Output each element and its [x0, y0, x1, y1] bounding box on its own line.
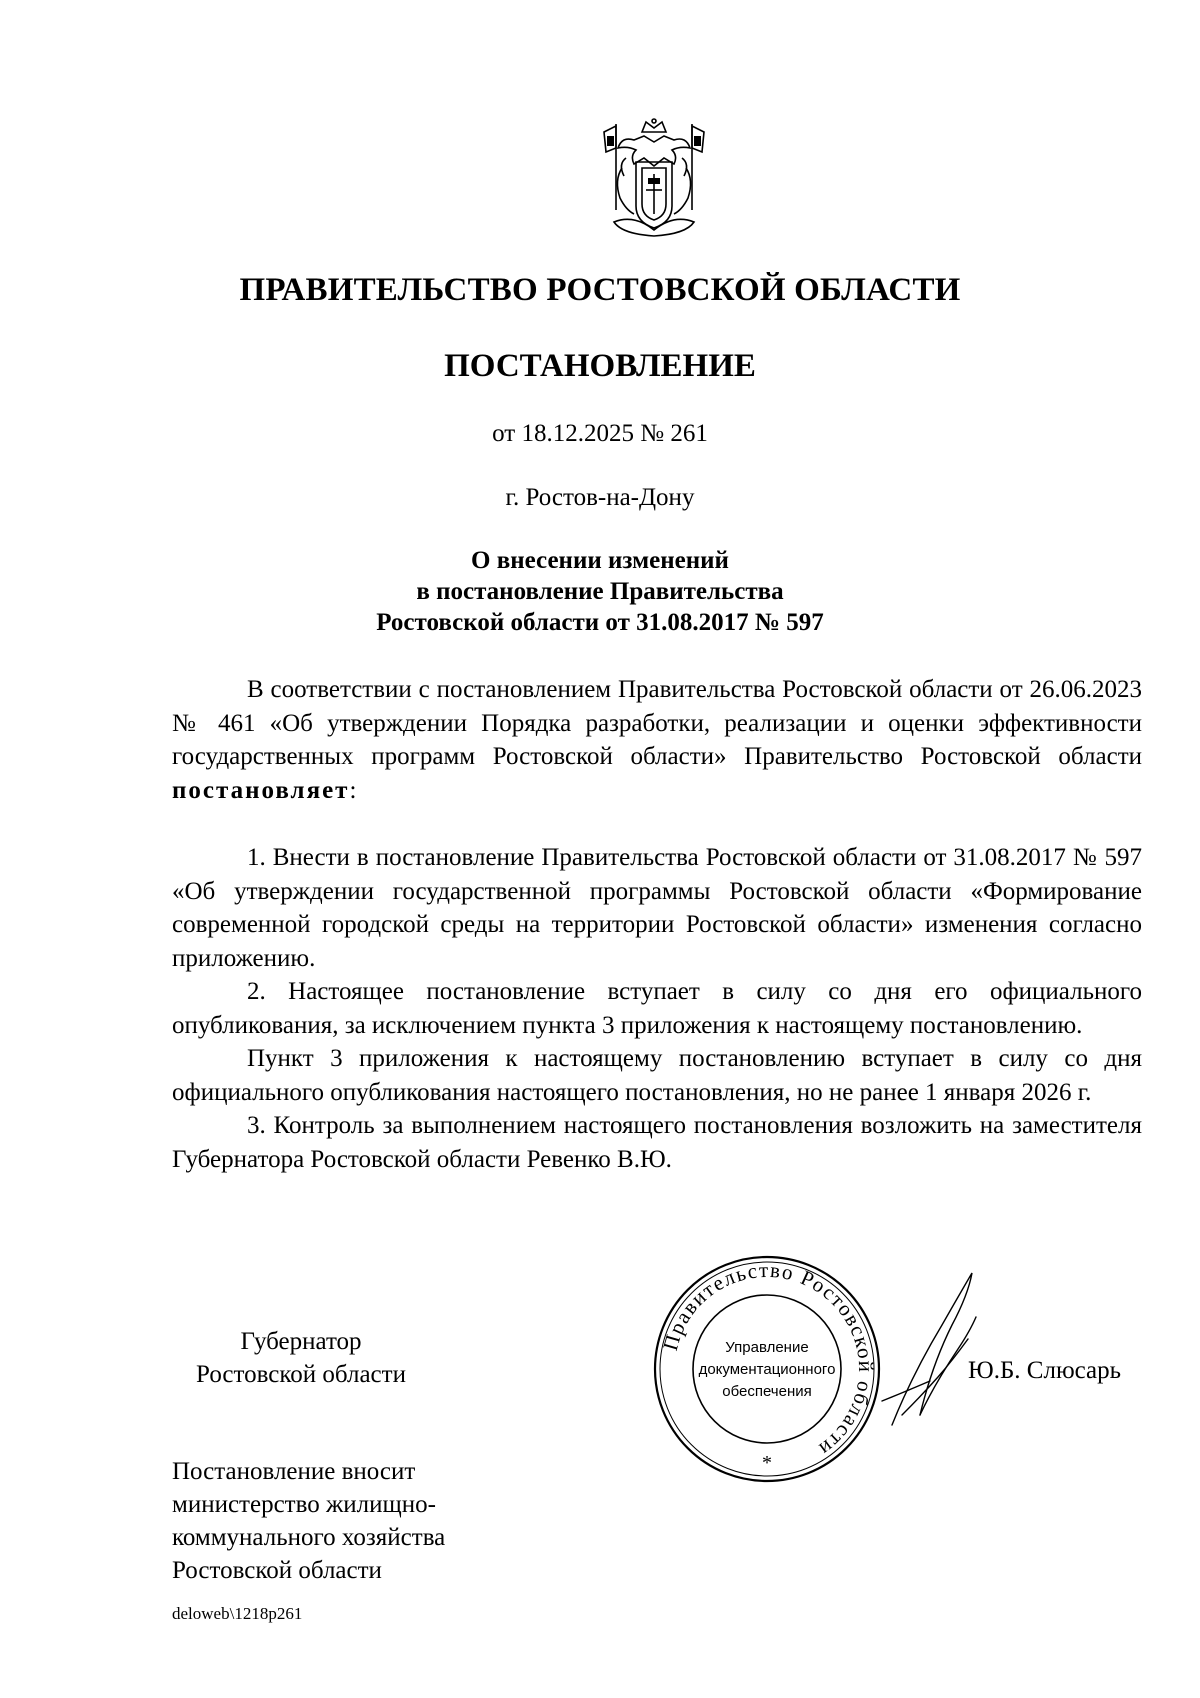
decree-verb: постановляет — [172, 776, 350, 804]
preamble-paragraph — [172, 673, 1142, 807]
note-line: Ростовской области — [172, 1557, 382, 1584]
title-line: Ростовской области от 31.08.2017 № 597 — [376, 609, 824, 636]
handwritten-signature — [872, 1265, 982, 1435]
note-line: Постановление вносит — [172, 1458, 416, 1485]
preamble-colon: : — [349, 776, 357, 804]
file-reference: deloweb\1218p261 — [172, 1604, 303, 1623]
document-type-heading: ПОСТАНОВЛЕНИЕ — [444, 348, 756, 384]
signatory-name: Ю.Б. Слюсарь — [968, 1357, 1122, 1384]
stamp-center-line: обеспечения — [722, 1383, 812, 1400]
clause-2: 2. Настоящее постановление вступает в силу со дня его официального опубликования, за исключением пункта 3 приложения к настоящему постановлению. — [172, 978, 1142, 1039]
position-line: Губернатор — [240, 1328, 362, 1355]
signatory-position — [176, 1325, 426, 1391]
document-body — [172, 673, 1142, 1176]
stamp-ring-text: Правительство Ростовской области — [657, 1257, 879, 1462]
stamp-star: * — [762, 1452, 772, 1474]
submitted-by-note — [172, 1455, 445, 1587]
note-line: коммунального хозяйства — [172, 1524, 446, 1551]
coat-of-arms-icon — [600, 118, 708, 240]
organization-heading: ПРАВИТЕЛЬСТВО РОСТОВСКОЙ ОБЛАСТИ — [239, 272, 961, 308]
document-title — [0, 545, 1200, 638]
clause-3: 3. Контроль за выполнением настоящего постановления возложить на заместителя Губернатора Ростовской области Ревенко В.Ю. — [172, 1112, 1142, 1173]
document-date-number: от 18.12.2025 № 261 — [492, 420, 708, 447]
note-line: министерство жилищно- — [172, 1491, 436, 1518]
stamp-center-line: документационного — [698, 1361, 836, 1378]
clause-2-note: Пункт 3 приложения к настоящему постановлению вступает в силу со дня официального опубликования настоящего постановления, но не ранее 1 января 2026 г. — [172, 1045, 1142, 1106]
document-city: г. Ростов-на-Дону — [505, 484, 695, 511]
stamp-center-line: Управление — [725, 1339, 809, 1356]
title-line: в постановление Правительства — [416, 578, 784, 605]
preamble-text: В соответствии с постановлением Правительства Ростовской области от 26.06.2023 № 461 «Об утверждении Порядка разработки, реализации и оценки эффективности государственных программ Ростовской области» Правительство Ростовской области — [172, 676, 1142, 770]
clause-1: 1. Внести в постановление Правительства Ростовской области от 31.08.2017 № 597 «Об утверждении государственной программы Ростовской области «Формирование современной городской среды на территории Ростовской области» изменения согласно приложению. — [172, 844, 1142, 972]
title-line: О внесении изменений — [471, 547, 729, 574]
official-stamp — [652, 1254, 882, 1484]
position-line: Ростовской области — [196, 1361, 406, 1388]
